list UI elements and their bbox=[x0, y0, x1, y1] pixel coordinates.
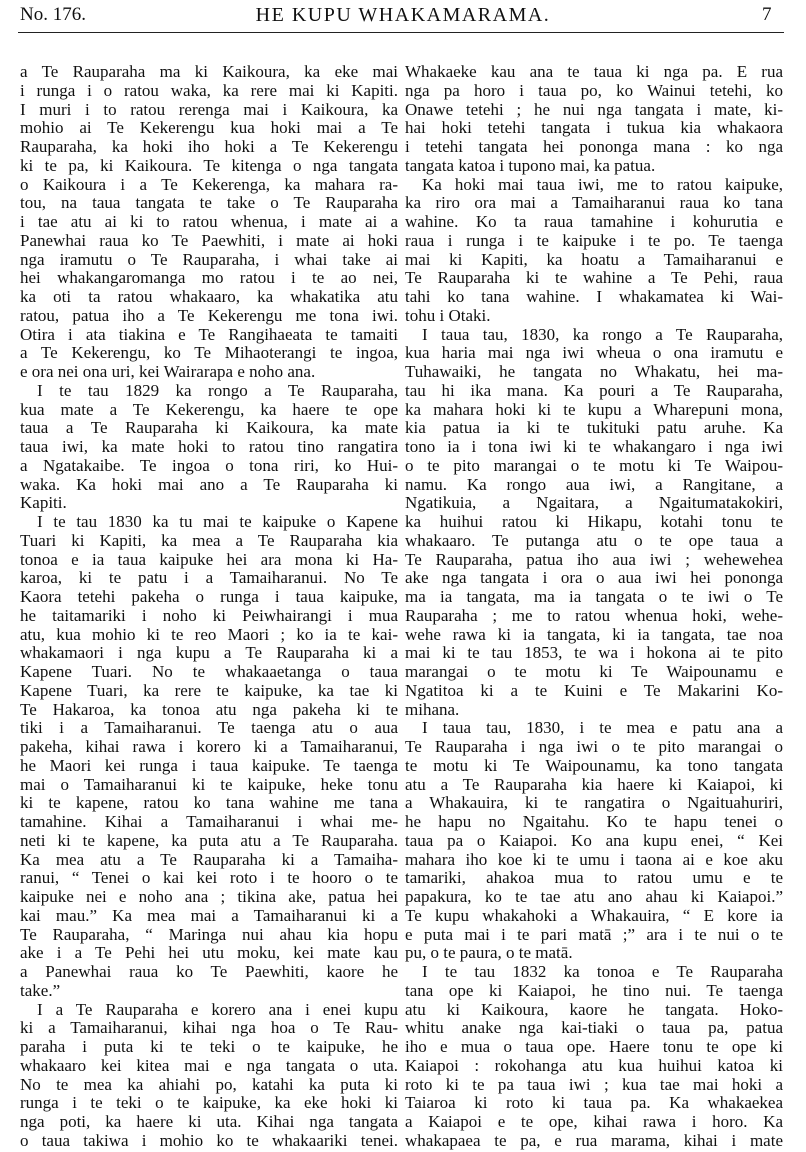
text-line: whitu anake nga kai-tiaki o taua pa, patua bbox=[405, 1018, 783, 1038]
text-line: tau hi ika mana. Ka pouri a Te Rauparaha, bbox=[405, 380, 783, 400]
text-line: whakapaea te pa, e rua marama, kihai i mate bbox=[405, 1130, 783, 1150]
text-line: ka mahara hoki ki te kupu a Wharepuni mona, bbox=[405, 399, 783, 419]
text-line: wehe rawa ki ia tangata, ki ia tangata, tae noa bbox=[405, 624, 783, 644]
text-line: tamahine. Kihai a Tamaiharanui i whai me- bbox=[20, 812, 398, 831]
text-line: Te Rauparaha, “ Maringa nui ahau kia hopu bbox=[20, 924, 398, 944]
text-line: I muri i to ratou rerenga mai i Kaikoura, ka bbox=[20, 99, 398, 119]
text-line: Ngatitoa ki a te Kuini e Te Makarini Ko- bbox=[405, 680, 783, 700]
text-line: Whakaeke kau ana te taua ki nga pa. E rua bbox=[405, 62, 783, 81]
text-line: ka riro ora mai a Tamaiharanui raua ko tana bbox=[405, 193, 783, 213]
text-line: I taua tau, 1830, i te mea e patu ana a bbox=[422, 718, 783, 738]
text-line: o taua takiwa i mohio ko te whakaariki tenei. bbox=[20, 1130, 398, 1150]
text-line: o Kaikoura i a Te Kekerenga, ka mahara ra- bbox=[20, 174, 398, 194]
paragraph bbox=[20, 63, 398, 382]
text-line: tou, na taua tangata te take o Te Rauparaha bbox=[20, 193, 398, 213]
text-line: i tae atu ai ki to ratou whenua, i mate ai a bbox=[20, 212, 398, 231]
text-line: take.” bbox=[20, 980, 61, 1000]
left-column bbox=[20, 63, 398, 1151]
text-line: Te kupu whakahoki a Whakauira, “ E kore ia bbox=[405, 905, 783, 925]
text-line: atu, kua mohio ki te reo Maori ; ko ia te kai- bbox=[20, 624, 398, 644]
text-line: iho e mua o taua ope. Haere tonu te ope ki bbox=[405, 1037, 783, 1056]
text-line: nga poti, ka haere ki uta. Kihai nga tangata bbox=[20, 1112, 398, 1131]
text-line: Otira i ata tiakina e Te Rangihaeata te tamaiti bbox=[20, 324, 398, 344]
text-line: ki te pa, ki Kaikoura. Te kitenga o nga tangata bbox=[20, 155, 398, 175]
text-line: a Kaiapoi e te ope, kihai rawa i horo. Ka bbox=[405, 1112, 783, 1131]
text-line: Kapene Tuari. No te whakaaetanga o taua bbox=[20, 662, 398, 681]
text-line: mai ki Kapiti, ka hoatu a Tamaiharanui e bbox=[405, 249, 783, 269]
text-line: a Panewhai raua ko Te Paewhiti, kaore he bbox=[20, 962, 398, 981]
text-line: a Te Kekerengu, ko Te Mihaoterangi te ingoa, bbox=[20, 343, 398, 363]
text-line: he taitamariki i noho ki Peiwhairangi i mua bbox=[20, 605, 398, 625]
text-line: he hapu no Ngaitahu. Ko te hapu tenei o bbox=[405, 812, 783, 831]
header-rule bbox=[18, 32, 784, 33]
text-line: roto ki te pa taua iwi ; kua tae mai hoki a bbox=[405, 1074, 783, 1094]
text-line: tahi ko tana wahine. I whakamatea ki Wai- bbox=[405, 287, 783, 306]
text-line: a Ngatakaibe. Te ingoa o tona riri, ko Hui- bbox=[20, 455, 398, 475]
text-line: mai o Tamaiharanui ki te kaipuke, heke tonu bbox=[20, 774, 398, 794]
text-line: wahine. Ko ta raua tamahine i kohurutia e bbox=[405, 212, 783, 231]
text-line: i tetehi tangata hei pononga mana : ko nga bbox=[405, 137, 783, 156]
paragraph bbox=[405, 63, 783, 176]
text-line: Rauparaha ; me to ratou whenua hoki, wehe- bbox=[405, 605, 783, 625]
text-line: ki a Tamaiharanui, kihai nga hoa o Te Rau- bbox=[20, 1018, 398, 1038]
text-line: Te Rauparaha ki te wahine a Te Pehi, raua bbox=[405, 268, 783, 288]
text-line: Ngatikuia, a Ngaitara, a Ngaitumatakokiri, bbox=[405, 493, 783, 513]
running-title: HE KUPU WHAKAMARAMA. bbox=[255, 4, 551, 26]
text-line: nga pa horo i taua po, ko Wainui tetehi, ko bbox=[405, 80, 783, 100]
text-line: Rauparaha, ka hoki iho hoki a Te Kekerengu bbox=[20, 137, 398, 156]
text-line: I te tau 1830 ka tu mai te kaipuke o Kapene bbox=[37, 512, 398, 531]
text-line: Kaiapoi : rokohanga atu kua huihui katoa ki bbox=[405, 1055, 783, 1075]
text-line: tangata katoa i tupono mai, ka patua. bbox=[405, 155, 656, 175]
text-line: tono ia i tona iwi ki te whakangaro i nga iwi bbox=[405, 437, 783, 456]
text-line: ratou, patua iho a Te Kekerengu me tona iwi. bbox=[20, 305, 398, 325]
text-line: a Whakauira, ki te rangatira o Ngaituahuriri, bbox=[405, 793, 783, 813]
text-line: e ora nei ona uri, kei Wairarapa e noho ana. bbox=[20, 362, 316, 381]
page-number: 7 bbox=[762, 4, 772, 25]
text-line: atu a Te Rauparaha kia haere ki Kaiapoi, ki bbox=[405, 774, 783, 794]
text-line: namu. Ka rongo aua iwi, a Rangitane, a bbox=[405, 474, 783, 494]
text-line: te motu ki Te Waipounamu, ka tono tangata bbox=[405, 755, 783, 775]
text-line: Tuhawaiki, he tangata no Whakatu, hei ma- bbox=[405, 362, 783, 381]
text-line: kai mau.” Ka mea mai a Tamaiharanui ki a bbox=[20, 905, 398, 925]
text-line: raua i runga i te kaipuke i te po. Te taenga bbox=[405, 230, 783, 250]
text-line: Panewhai raua ko Te Paewhiti, i mate ai hoki bbox=[20, 230, 398, 250]
text-line: ki te kapene, ratou ko tana wahine me tana bbox=[20, 793, 398, 813]
text-line: whakaaro kei kitea mai e nga tangata o uta. bbox=[20, 1055, 398, 1075]
text-line: whakaaro. Te putanga atu o te ope taua a bbox=[405, 530, 783, 550]
text-line: kia patua ia ki te tukituki patu aruhe. Ka bbox=[405, 418, 783, 438]
text-line: ma ia tangata, ma ia tangata o te iwi o Te bbox=[405, 587, 783, 606]
paragraph bbox=[20, 1001, 398, 1151]
text-line: Onawe tetehi ; he nui nga tangata i mate, ki- bbox=[405, 99, 783, 119]
text-line: taua a Te Rauparaha ki Kaikoura, ka mate bbox=[20, 418, 398, 438]
issue-number: No. 176. bbox=[20, 4, 86, 25]
text-line: neti ki te kapene, ka puta atu a Te Rauparaha. bbox=[20, 830, 398, 850]
text-line: tohu i Otaki. bbox=[405, 305, 491, 325]
text-line: mahara iho koe ki te umu i taona ai e koe aku bbox=[405, 849, 783, 869]
text-line: I te tau 1832 ka tonoa e Te Rauparaha bbox=[422, 962, 783, 981]
text-line: Ka hoki mai taua iwi, me to ratou kaipuke, bbox=[422, 174, 783, 194]
text-line: pakeha, kihai rawa i korero ki a Tamaiharanui, bbox=[20, 737, 398, 756]
paragraph bbox=[405, 963, 783, 1151]
text-line: atu ki Kaikoura, kaore he tangata. Hoko- bbox=[405, 999, 783, 1019]
text-line: ake nga tangata i ora o aua iwi hei pononga bbox=[405, 568, 783, 588]
text-line: o te pito marangai o te motu ki Te Waipou- bbox=[405, 455, 783, 475]
paragraph bbox=[20, 513, 398, 1001]
paragraph bbox=[405, 719, 783, 963]
text-line: hei whakangaromanga mo ratou i te ao nei, bbox=[20, 268, 398, 288]
text-line: kua mate a Te Kekerengu, ka haere te ope bbox=[20, 399, 398, 419]
text-line: Kaora tetehi pakeha o runga i taua kaipuke, bbox=[20, 587, 398, 606]
text-line: runga i te teki o te kaipuke, ka eke hoki ki bbox=[20, 1093, 398, 1113]
text-line: Tuari ki Kapiti, ka mea a Te Rauparaha kia bbox=[20, 530, 398, 550]
text-line: waka. Ka hoki mai ano a Te Rauparaha ki bbox=[20, 474, 398, 494]
text-line: karoa, ki te patu i a Tamaiharanui. No Te bbox=[20, 568, 398, 588]
text-line: ka oti ta ratou whakaaro, ka whakatika atu bbox=[20, 287, 398, 306]
text-line: ake i a Te Pehi hei utu moku, kei mate kau bbox=[20, 943, 398, 963]
text-line: ranui, “ Tenei o kai kei roto i te hooro o te bbox=[20, 868, 398, 888]
text-line: Ka mea atu a Te Rauparaha ki a Tamaiha- bbox=[20, 849, 398, 869]
text-line: taua iwi, ka mate hoki to ratou tino rangatira bbox=[20, 437, 398, 456]
text-line: I te tau 1829 ka rongo a Te Rauparaha, bbox=[37, 380, 398, 400]
text-line: kua haria mai nga iwi wheua o ona iramutu e bbox=[405, 343, 783, 363]
text-line: tamariki, ahakoa mua to ratou umu e te bbox=[405, 868, 783, 888]
text-line: mohio ai Te Kekerengu kua hoki mai a Te bbox=[20, 118, 398, 138]
text-line: Kapiti. bbox=[20, 493, 67, 513]
text-line: kaipuke nei e noho ana ; tikina ake, patua hei bbox=[20, 887, 398, 906]
text-line: hai hoki tetehi tangata i tukua kia whakaora bbox=[405, 118, 783, 138]
text-line: No te mea ka ahiahi po, katahi ka puta ki bbox=[20, 1074, 398, 1094]
paragraph bbox=[405, 176, 783, 326]
text-line: tonoa e ia taua kaipuke hei ara mona ki Ha- bbox=[20, 549, 398, 569]
text-line: tana ope ki Kaiapoi, he tino nui. Te taenga bbox=[405, 980, 783, 1000]
text-line: nga iramutu o Te Rauparaha, i whai take ai bbox=[20, 249, 398, 269]
text-line: he Maori kei runga i taua kaipuke. Te taenga bbox=[20, 755, 398, 775]
text-line: Kapene Tuari, ka rere te kaipuke, ka tae ki bbox=[20, 680, 398, 700]
text-line: Te Rauparaha i nga iwi o te pito marangai o bbox=[405, 737, 783, 756]
text-line: e puta mai i te pari matā ;” ara i te nui o te bbox=[405, 924, 783, 944]
text-line: whakamaori i nga kupu a Te Rauparaha ki a bbox=[20, 643, 398, 663]
text-line: I a Te Rauparaha e korero ana i enei kupu bbox=[37, 999, 398, 1019]
paragraph bbox=[405, 326, 783, 720]
text-line: ka huihui ratou ki Hikapu, kotahi tonu te bbox=[405, 512, 783, 531]
paragraph bbox=[20, 382, 398, 513]
text-line: papakura, ko te tae atu ano ahau ki Kaiapoi.” bbox=[405, 887, 783, 906]
text-line: marangai o te motu ki Te Waipounamu e bbox=[405, 662, 783, 681]
text-line: mai ki te tau 1853, te wa i hokona ai te pito bbox=[405, 643, 783, 663]
text-line: taua pa o Kaiapoi. Ko ana kupu enei, “ Kei bbox=[405, 830, 783, 850]
text-line: mihana. bbox=[405, 699, 460, 719]
text-line: pu, o te paura, o te matā. bbox=[405, 943, 573, 963]
right-column bbox=[405, 63, 783, 1151]
text-line: I taua tau, 1830, ka rongo a Te Rauparaha, bbox=[422, 324, 783, 344]
text-line: tiki i a Tamaiharanui. Te taenga atu o aua bbox=[20, 718, 398, 738]
text-line: i runga i o ratou waka, ka rere mai ki Kapiti. bbox=[20, 80, 398, 100]
text-line: Taiaroa ki roto ki taua pa. Ka whakaekea bbox=[405, 1093, 783, 1113]
text-line: paraha i puta ki te teki o te kaipuke, he bbox=[20, 1037, 398, 1056]
text-line: Te Hakaroa, ka tonoa atu nga pakeha ki te bbox=[20, 699, 398, 719]
text-line: a Te Rauparaha ma ki Kaikoura, ka eke mai bbox=[20, 62, 398, 81]
text-line: Te Rauparaha, patua iho aua iwi ; wehewehea bbox=[405, 549, 783, 569]
